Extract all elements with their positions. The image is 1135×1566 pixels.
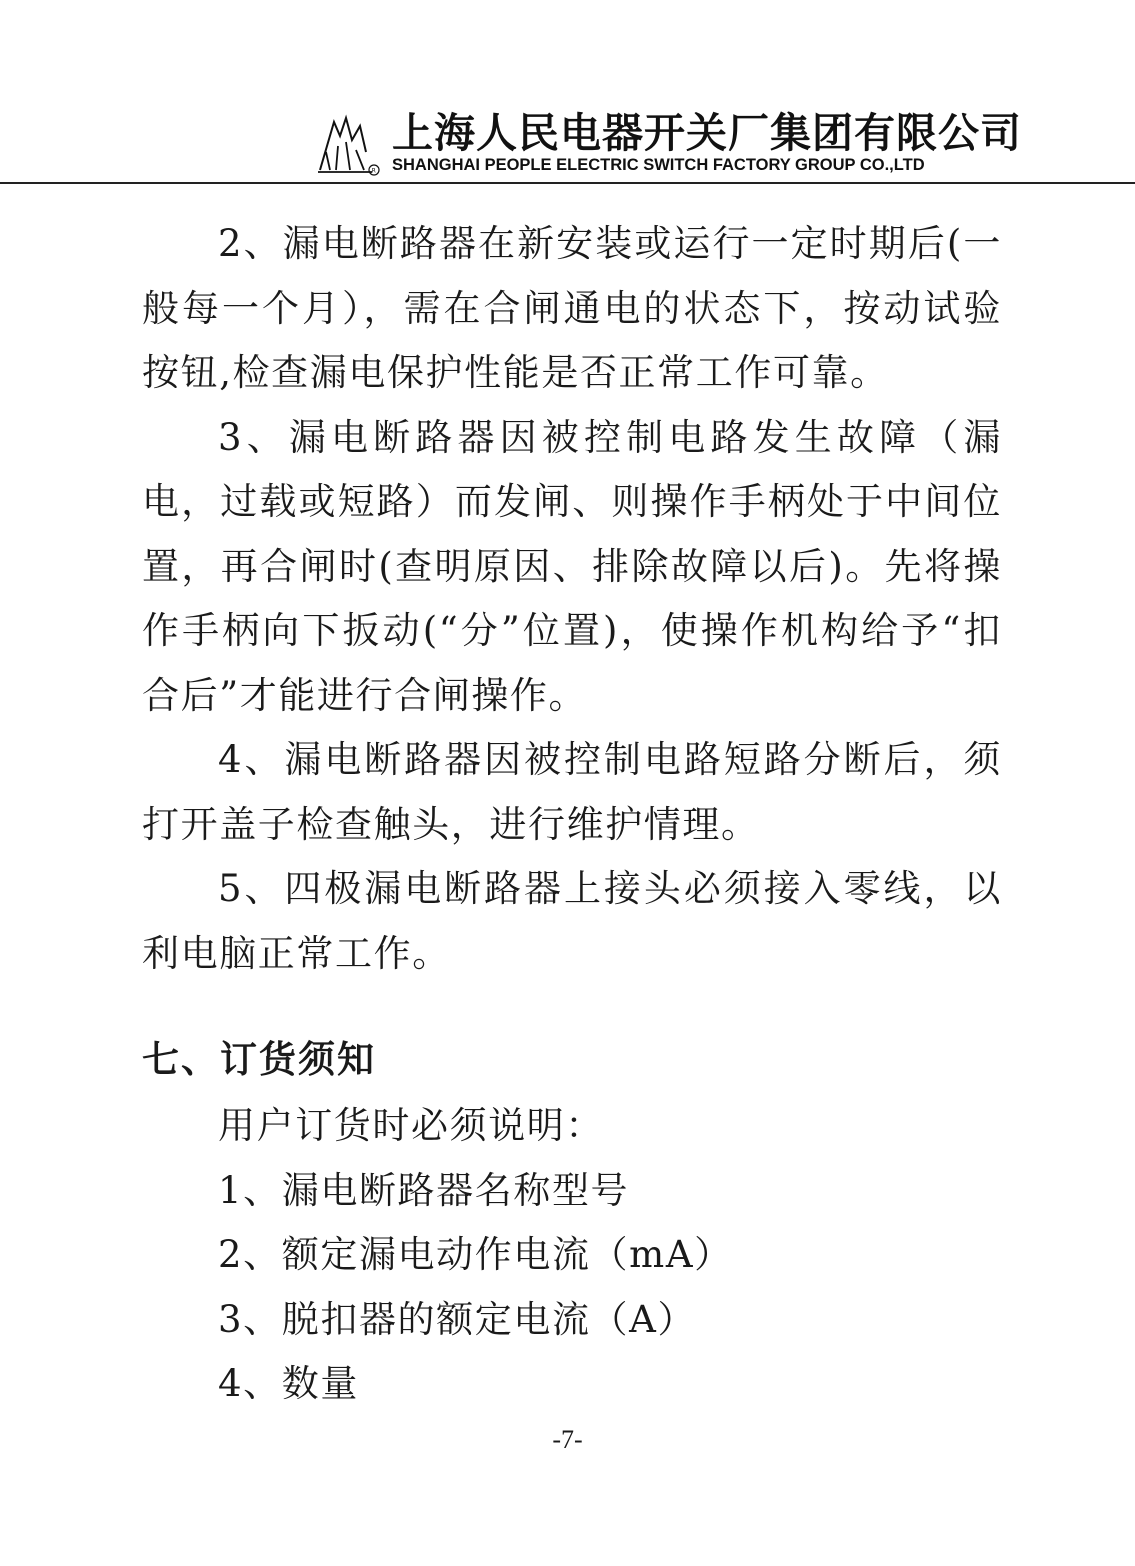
page-number: -7-	[552, 1425, 583, 1454]
list-item: 3、脱扣器的额定电流（A）	[218, 1297, 697, 1341]
company-name-cn: 上海人民电器开关厂集团有限公司	[392, 109, 1022, 157]
maintenance-notes	[142, 212, 1002, 986]
list-item: 4、数量	[218, 1362, 359, 1405]
list-item: 2、额定漏电动作电流（mA）	[218, 1233, 733, 1276]
note-paragraph-2: 2、漏电断路器在新安装或运行一定时期后(一般每一个月），需在合闸通电的状态下，按动试验按钮,检查漏电保护性能是否正常工作可靠。	[142, 222, 1002, 394]
company-logo-icon	[316, 112, 382, 178]
ordering-intro: 用户订货时必须说明：	[218, 1104, 604, 1147]
note-paragraph-5: 5、四极漏电断路器上接头必须接入零线，以利电脑正常工作。	[142, 867, 1002, 975]
list-item: 1、漏电断路器名称型号	[218, 1168, 630, 1212]
header-divider	[0, 182, 1135, 184]
note-paragraph-3: 3、漏电断路器因被控制电路发生故障（漏电，过载或短路）而发闸、则操作手柄处于中间位置，再合闸时(查明原因、排除故障以后)。先将操作手柄向下扳动(“分”位置)，使操作机构给予“扣合后”才能进行合闸操作。	[142, 415, 1002, 717]
section-title-ordering: 七、订货须知	[142, 1038, 376, 1081]
note-paragraph-4: 4、漏电断路器因被控制电路短路分断后，须打开盖子检查触头，进行维护情理。	[142, 738, 1002, 846]
page-header	[0, 100, 1135, 190]
svg-text:R: R	[371, 167, 376, 175]
company-name-en: SHANGHAI PEOPLE ELECTRIC SWITCH FACTORY GROUP CO.,LTD	[392, 156, 925, 174]
ordering-list	[218, 1094, 998, 1417]
